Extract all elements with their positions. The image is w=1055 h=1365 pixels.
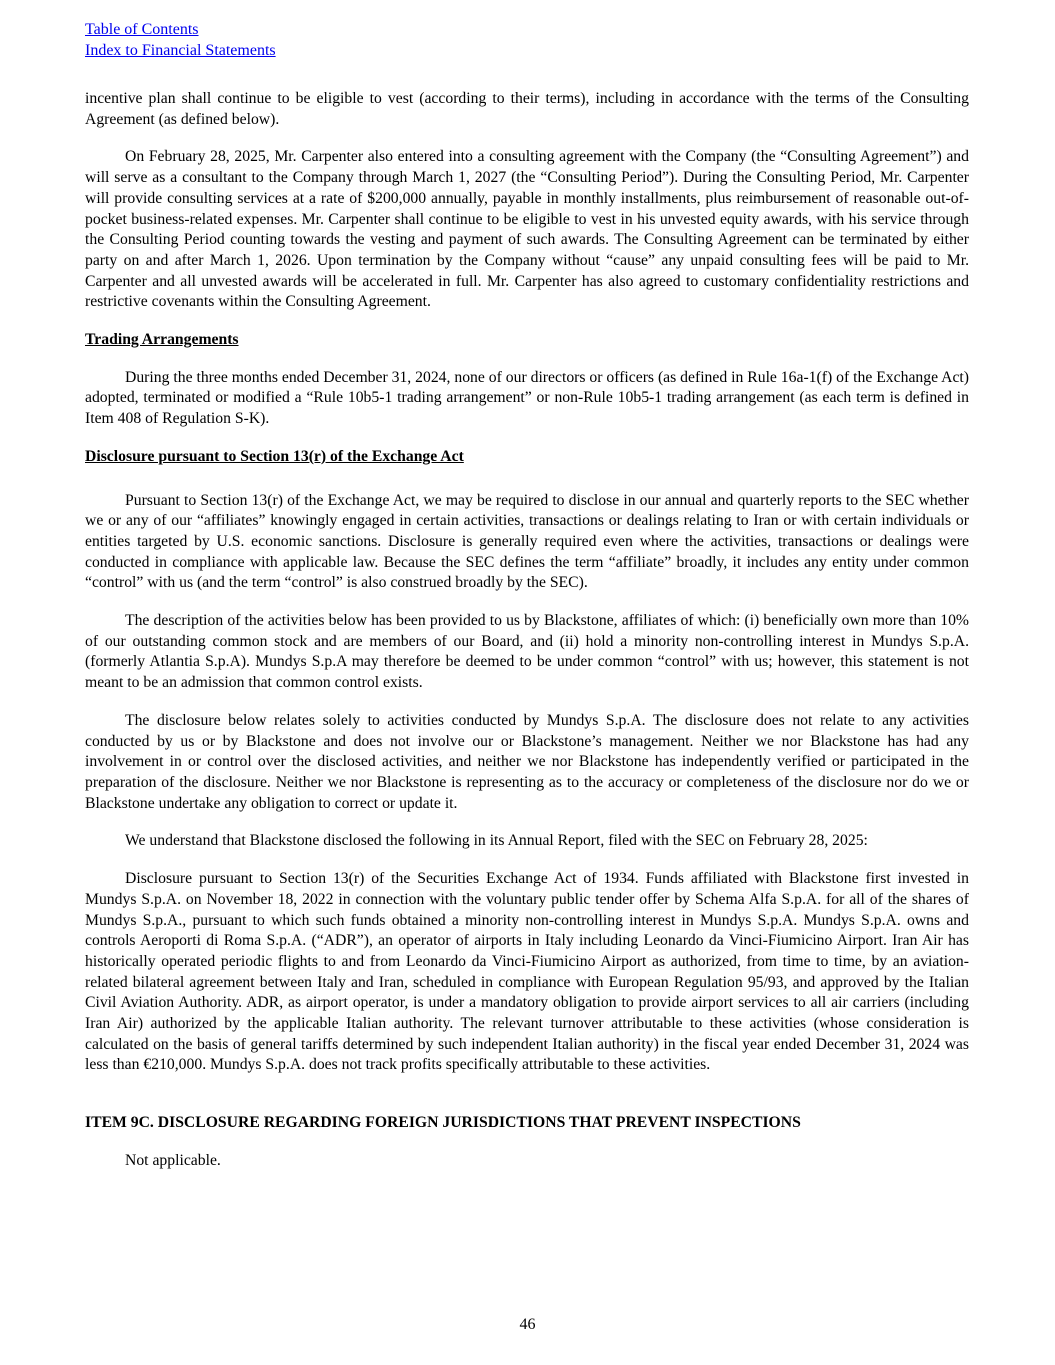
paragraph-trading-arrangements: During the three months ended December 31, 2024, none of our directors or officers (as defined in Rule 16a-1(f) of the Exchange Act) adopted, terminated or modified a “Rule 10b5-1 trading arrangement” or non-Rule 10b5-1 trading arrangement (as each term is defined in Item 408 of Regulation S-K). — [85, 368, 969, 428]
index-to-financial-statements-link[interactable]: Index to Financial Statements — [85, 42, 276, 59]
top-navigation — [85, 19, 276, 61]
paragraph-mundys-disclosure-scope: The disclosure below relates solely to activities conducted by Mundys S.p.A. The disclosure does not relate to any activities conducted by us or by Blackstone and does not involve our or Blackstone’s management. Neither we nor Blackstone has had any involvement in or control over the disclosed activities, and neither we nor Blackstone has independently verified or participated in the preparation of the disclosure. Neither we nor Blackstone is representing as to the accuracy or completeness of the disclosure nor do we or Blackstone undertake any obligation to correct or update it. — [85, 711, 969, 812]
table-of-contents-link[interactable]: Table of Contents — [85, 21, 199, 38]
paragraph-consulting-agreement: On February 28, 2025, Mr. Carpenter also entered into a consulting agreement with the Company (the “Consulting Agreement”) and will serve as a consultant to the Company through March 1, 2027 (the “Consulting Period”). During the Consulting Period, Mr. Carpenter will provide consulting services at a rate of $200,000 annually, payable in monthly installments, plus reimbursement of reasonable out-of-pocket business-related expenses. Mr. Carpenter shall continue to be eligible to vest in his unvested equity awards, with his service through the Consulting Period counting towards the vesting and payment of such awards. The Consulting Agreement can be terminated by either party on and after March 1, 2026. Upon termination by the Company without “cause” any unpaid consulting fees will be paid to Mr. Carpenter and all unvested awards will be accelerated in full. Mr. Carpenter has also agreed to customary confidentiality restrictions and restrictive covenants within the Consulting Agreement. — [85, 148, 969, 311]
heading-item-9c: ITEM 9C. DISCLOSURE REGARDING FOREIGN JURISDICTIONS THAT PREVENT INSPECTIONS — [85, 1114, 801, 1132]
heading-section-13r-disclosure: Disclosure pursuant to Section 13(r) of the Exchange Act — [85, 447, 464, 465]
paragraph-exchange-act-disclosure: Disclosure pursuant to Section 13(r) of the Securities Exchange Act of 1934. Funds affiliated with Blackstone first invested in Mundys S.p.A. on November 18, 2022 in connection with the voluntary public tender offer by Schema Alfa S.p.A. for all of the shares of Mundys S.p.A., pursuant to which such funds obtained a minority non-controlling interest in Mundys S.p.A. Mundys S.p.A. owns and controls Aeroporti di Roma S.p.A. (“ADR”), an operator of airports in Italy including Leonardo da Vinci-Fiumicino Airport. Iran Air has historically operated periodic flights to and from Leonardo da Vinci-Fiumicino Airport as authorized, from time to time, by an aviation-related bilateral agreement between Italy and Iran, scheduled in compliance with European Regulation 95/93, and approved by the Italian Civil Aviation Authority. ADR, as airport operator, is under a mandatory obligation to provide airport services to all air carriers (including Iran Air) authorized by the applicable Italian authority. The relevant turnover attributable to these activities (whose consideration is calculated on the basis of general tariffs determined by such independent Italian authority) in the fiscal year ended December 31, 2024 was less than €210,000. Mundys S.p.A. does not track profits specifically attributable to these activities. — [85, 870, 969, 1074]
paragraph-section-13r-requirement: Pursuant to Section 13(r) of the Exchange Act, we may be required to disclose in our annual and quarterly reports to the SEC whether we or any of our “affiliates” knowingly engaged in certain activities, transactions or dealings relating to Iran or with certain individuals or entities targeted by U.S. economic sanctions. Disclosure is generally required even where the activities, transactions or dealings were conducted in compliance with applicable law. Because the SEC defines the term “affiliate” broadly, it includes any entity under common “control” with us (and the term “control” is also construed broadly by the SEC). — [85, 491, 969, 592]
heading-trading-arrangements: Trading Arrangements — [85, 331, 239, 349]
document-body — [85, 89, 969, 1172]
paragraph-blackstone-description: The description of the activities below has been provided to us by Blackstone, affiliates of which: (i) beneficially own more than 10% of our outstanding common stock and are members of our Board, and (ii) hold a minority non-controlling interest in Mundys S.p.A. (formerly Atlantia S.p.A). Mundys S.p.A may therefore be deemed to be under common “control” with us; however, this statement is not meant to be an admission that common control exists. — [85, 612, 969, 692]
paragraph-not-applicable: Not applicable. — [125, 1151, 221, 1169]
paragraph-incentive-plan: incentive plan shall continue to be eligible to vest (according to their terms), including in accordance with the terms of the Consulting Agreement (as defined below). — [85, 90, 969, 128]
paragraph-blackstone-annual-report: We understand that Blackstone disclosed the following in its Annual Report, filed with the SEC on February 28, 2025: — [125, 832, 868, 850]
page-number: 46 — [519, 1316, 536, 1333]
